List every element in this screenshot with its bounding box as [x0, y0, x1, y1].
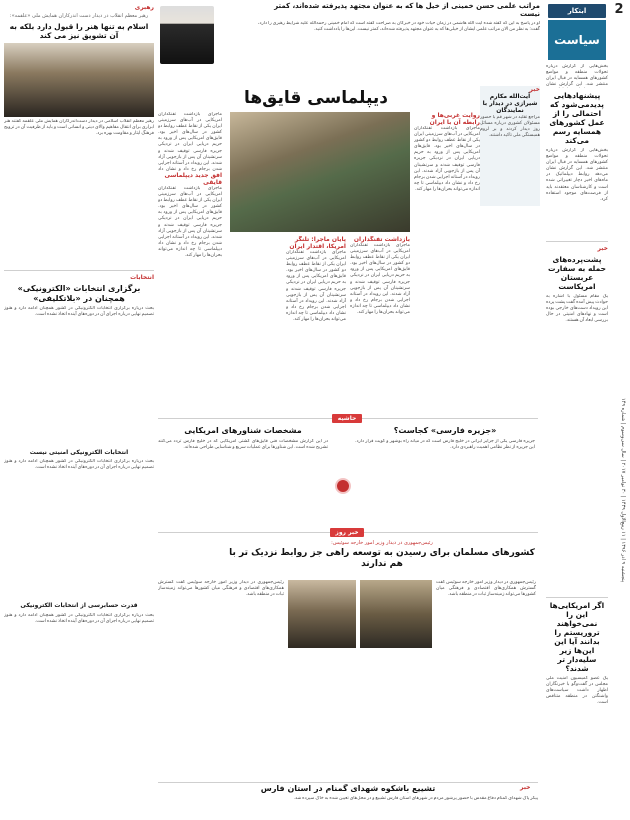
section-banner [548, 20, 606, 60]
right-story3-body: یک عضو کمیسیون امنیت ملی مجلس در گفت‌وگو با خبرنگاران اظهار داشت سیاست‌های واشنگتن در منطقه متناقض است. [546, 676, 608, 706]
right-story2-label: خبر [597, 245, 608, 252]
main-subhead-1: روایت غربی‌ها و رابطه آن با ایران [429, 112, 480, 126]
news-brief-body: مراجع تقلید در شهر قم با حضور مسئولان کشوری درباره مسائل روز دیدار کردند و بر لزوم همبستگی ملی تاکید داشتند. [480, 114, 540, 138]
right-story1-intro: بخش‌هایی از گزارش درباره تحولات منطقه و مواضع کشورهای همسایه در قبال ایران منتشر شد. این گزارش نشان [546, 64, 608, 88]
bottom-body-text: رئیس‌جمهوری در دیدار وزیر امور خارجه سوئیس گفت گسترش همکاری‌های اقتصادی و فرهنگی میان کشورها می‌تواند زمینه‌ساز ثبات در منطقه باشد. [158, 580, 284, 598]
mid-right-story [355, 426, 535, 526]
main-body-col5b: ماجرای بازداشت تفنگداران امریکایی در آب‌های سرزمینی ایران یکی از نقاط عطف روابط دو کشور در سال‌های اخیر بود. قایق‌های امریکایی پس از ورود به حریم دریایی ایران در نزدیکی جزیره فارسی توقیف شدند و سرنشینان آن پس از بازجویی آزاد شدند. این رویداد در آستانه اجرایی شدن برجام رخ داد و نشان داد دیپلماسی تا چه اندازه می‌تواند بحران‌ها را مهار کند. [158, 186, 222, 259]
right-story2-headline: پشت‌پرده‌های حمله به سفارت عربستان امریکاست [547, 255, 607, 291]
left-column [4, 4, 154, 816]
footer-headline: تشییع باشکوه شهدای گمنام در استان فارس [260, 784, 436, 793]
meeting-photo-1 [360, 580, 432, 648]
left-label-leadership: رهبری [134, 4, 154, 11]
section-title: سیاست [554, 33, 600, 47]
tag-khabar-ruz: خبر روز [330, 528, 364, 537]
right-story1-headline: پیشنهادهایی پدیدمی‌شود که احتمالی را از عمل کشورهای همسایه رسم می‌کند [549, 91, 605, 145]
issue-line: پنجشنبه ۹ آذر ۱۳۹۶ | ۱۱ ربیع‌الاول ۱۴۳۹ | ۳۰ نوامبر ۲۰۱۷ | سال سی‌وسوم | شماره ۱۴۹ [620, 397, 626, 582]
left-body-1: رهبر معظم انقلاب اسلامی در دیدار دست‌اندرکاران همایش ملی علقمه گفتند هنر ابزاری برای انتقال مفاهیم والای دینی و انسانی است و باید از ظرفیت آن در ترویج فرهنگ ایثار و مقاومت بهره برد. [4, 119, 154, 137]
page-number: 2 [614, 2, 624, 17]
divider [546, 597, 608, 598]
mid-center-icon [335, 478, 351, 494]
footer-body: پیکر پاک شهدای گمنام دفاع مقدس با حضور پرشور مردم در شهرهای استان فارس تشییع و در محل‌های تعیین شده به خاک سپرده شد. [293, 795, 538, 801]
left-label-elections: انتخابات [130, 274, 154, 281]
left-headline-1: اسلام به تنها هنر را قبول دارد بلکه به آن تشویق نیز می کند [9, 22, 149, 40]
main-body-col2: ماجرای بازداشت تفنگداران امریکایی در آب‌های سرزمینی ایران یکی از نقاط عطف روابط دو کشور در سال‌های اخیر بود. قایق‌های امریکایی پس از ورود به حریم دریایی ایران در نزدیکی جزیره فارسی توقیف شدند و سرنشینان آن پس از بازجویی آزاد شدند. این رویداد در آستانه اجرایی شدن برجام رخ داد و نشان داد دیپلماسی تا چه اندازه می‌تواند بحران‌ها را مهار کند. [350, 243, 410, 316]
right-story2-body: یک مقام مسئول با اشاره به حوادث پیش آمده گفت پشت پرده این رویداد دست‌های خارجی بوده است و نهادهای امنیتی در حال بررسی ابعاد آن هستند. [546, 294, 608, 324]
footer-story [158, 784, 538, 818]
section-logo: ابتکار [548, 4, 606, 18]
main-title: دیپلماسی قایق‌ها [244, 88, 388, 108]
footer-label: خبر [520, 784, 531, 791]
bottom-body-right [436, 580, 536, 780]
tag-haashiyeh: حاشیه [332, 414, 362, 423]
main-subhead-3: پایان ماجرا: تلنگر امریکا، اقتدار ایران [289, 236, 346, 250]
bottom-headline: کشورهای مسلمان برای رسیدن به توسعه راهی جز روابط نزدیک تر با هم ندارند [229, 548, 535, 569]
meeting-photo-2 [288, 580, 356, 648]
main-subhead-2: بازداشت تفنگداران [353, 236, 410, 243]
left-headline-4: قدرت حسابرسی از انتخابات الکترونیکی [20, 602, 138, 610]
left-body-2: بحث درباره برگزاری انتخابات الکترونیکی در کشور همچنان ادامه دارد و هنوز تصمیم نهایی درباره اجرای آن در دوره‌های آینده اتخاذ نشده است. [4, 306, 154, 318]
news-brief-label: خبر [529, 86, 540, 93]
bottom-kicker: رئیس‌جمهوری در دیدار وزیر امور خارجه سوئیس: [331, 540, 433, 546]
news-brief [480, 86, 540, 206]
main-body-col5a: ماجرای بازداشت تفنگداران امریکایی در آب‌های سرزمینی ایران یکی از نقاط عطف روابط دو کشور در سال‌های اخیر بود. قایق‌های امریکایی پس از ورود به حریم دریایی ایران در نزدیکی جزیره فارسی توقیف شدند و سرنشینان آن پس از بازجویی آزاد شدند. این رویداد در آستانه اجرایی شدن برجام رخ داد و نشان داد [158, 112, 222, 172]
top-bar [258, 2, 540, 84]
main-article-col3 [286, 236, 346, 411]
sailors-photo [230, 112, 410, 232]
top-headline: مراتب علمی حسن خمینی از خیل ها که به عنوان مجتهد پذیرفته شده‌اند، کمتر نیست [274, 2, 540, 19]
right-story1-body: بخش‌هایی از گزارش درباره تحولات منطقه و مواضع کشورهای همسایه در قبال ایران منتشر شد. این گزارش نشان می‌دهد روابط دیپلماتیک در ماه‌های اخیر دچار تغییراتی شده است و کارشناسان معتقدند باید از فرصت‌های موجود استفاده کرد. [546, 148, 608, 202]
top-body: او در پاسخ به این که گفته شده آیت الله هاشمی در زمان حیات خود در خبرگان به صراحت گفته است که امام خمینی رحمه‌الله علیه شرایط رهبری را دارد، گفت: به نظر من الان مراتب علمی ایشان از خیلی‌ها که به عنوان مجتهد پذیرفته شده‌اند، کمتر نیست. این‌ها را یادداشت کنید. [258, 20, 540, 32]
left-kicker-1: رهبر معظم انقلاب در دیدار دست اندرکاران همایش ملی «علقمه»: [9, 13, 149, 19]
left-body-3: بحث درباره برگزاری انتخابات الکترونیکی در کشور همچنان ادامه دارد و هنوز تصمیم نهایی درباره اجرای آن در دوره‌های آینده اتخاذ نشده است. [4, 459, 154, 471]
bottom-story [228, 540, 536, 580]
main-article-col2 [350, 236, 410, 411]
section-divider [158, 782, 538, 783]
bottom-body [158, 580, 284, 780]
leader-meeting-photo [4, 43, 154, 117]
left-headline-2: برگزاری انتخابات «الکترونیکی» همچنان در «بلاتکلیفی» [17, 284, 141, 303]
mid-left-story [158, 426, 328, 526]
right-story3-headline: اگر امریکایی‌ها این را نمی‌خواهند تروریستم را بدانند آیا این این‌ها زیر سلیه‌دار تر شدند؟ [549, 601, 605, 673]
main-article [414, 112, 480, 412]
main-subhead-4: افق جدید دیپلماسی قایقی [164, 172, 222, 186]
main-body-col1: ماجرای بازداشت تفنگداران امریکایی در آب‌های سرزمینی ایران یکی از نقاط عطف روابط دو کشور در سال‌های اخیر بود. قایق‌های امریکایی پس از ورود به حریم دریایی ایران در نزدیکی جزیره فارسی توقیف شدند و سرنشینان آن پس از بازجویی آزاد شدند. این رویداد در آستانه اجرایی شدن برجام رخ داد و نشان داد دیپلماسی تا چه اندازه می‌تواند بحران‌ها را مهار کند. [414, 126, 480, 192]
left-body-4: بحث درباره برگزاری انتخابات الکترونیکی در کشور همچنان ادامه دارد و هنوز تصمیم نهایی درباره اجرای آن در دوره‌های آینده اتخاذ نشده است. [4, 612, 154, 624]
mid-right-headline: «جزیره فارسی» کجاست؟ [393, 426, 497, 435]
mid-left-headline: مشخصات شناورهای امریکایی [184, 426, 302, 435]
mid-left-body: در این گزارش مشخصات فنی قایق‌های گشتی امریکایی که در خلیج فارس تردد می‌کنند تشریح شده است. این شناورها برای عملیات سریع و شناسایی طراحی شده‌اند. [158, 438, 328, 450]
divider [4, 270, 154, 271]
main-body-col3: ماجرای بازداشت تفنگداران امریکایی در آب‌های سرزمینی ایران یکی از نقاط عطف روابط دو کشور در سال‌های اخیر بود. قایق‌های امریکایی پس از ورود به حریم دریایی ایران در نزدیکی جزیره فارسی توقیف شدند و سرنشینان آن پس از بازجویی آزاد شدند. این رویداد در آستانه اجرایی شدن برجام رخ داد و نشان داد دیپلماسی تا چه اندازه می‌تواند بحران‌ها را مهار کند. [286, 250, 346, 323]
left-headline-3: انتخابات الکترونیکی امنیتی نیست [29, 449, 129, 457]
divider [546, 241, 608, 242]
news-brief-headline: آیت‌الله مکارم شیرازی در دیدار با نمایندگان [482, 93, 538, 115]
bottom-body-text-right: رئیس‌جمهوری در دیدار وزیر امور خارجه سوئیس گفت گسترش همکاری‌های اقتصادی و فرهنگی میان کشورها می‌تواند زمینه‌ساز ثبات در منطقه باشد. [436, 580, 536, 598]
mid-right-body: جزیره فارسی یکی از جزایر ایرانی در خلیج فارس است که در میانه راه بوشهر و کویت قرار دارد. این جزیره از نظر نظامی اهمیت راهبردی دارد. [355, 438, 535, 450]
right-column [546, 64, 608, 816]
cleric-portrait [160, 6, 214, 64]
main-article-col5 [158, 112, 222, 412]
